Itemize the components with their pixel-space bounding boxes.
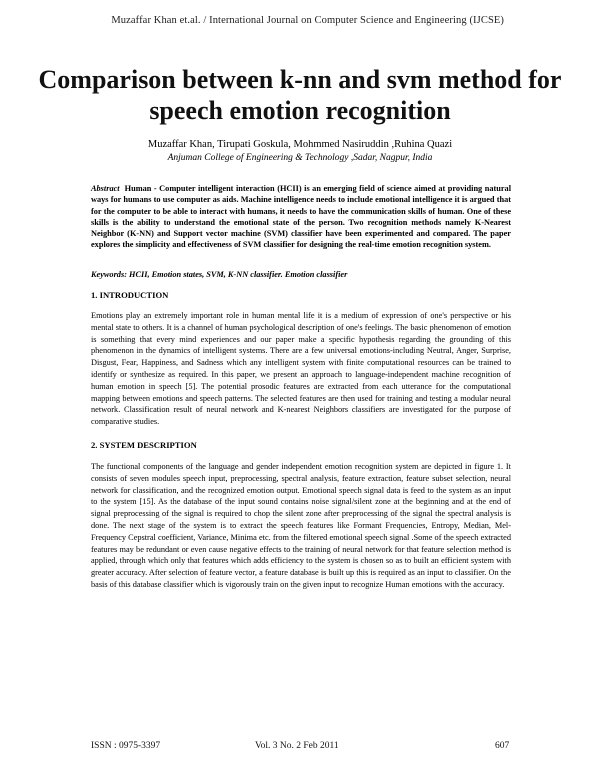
running-header: Muzaffar Khan et.al. / International Journal on Computer Science and Engineering (IJCSE) <box>111 15 504 26</box>
section-heading-introduction: 1. INTRODUCTION <box>91 290 169 300</box>
paper-title: Comparison between k-nn and svm method for speech emotion recognition <box>38 65 562 125</box>
section-body-introduction: Emotions play an extremely important role in human mental life it is a medium of expression of one's perspective or his mental state to others. It is a channel of human psychological description of one's feelings. The basic phenomenon of emotion is something that every mind experiences and our paper make a specific hypothesis regarding the grounding of this phenomenon in the dynamics of intelligent systems. There are a few universal emotions-including Neutral, Anger, Surprise, Disgust, Fear, Happiness, and Sadness which any intelligent system with finite computational resources can be trained to identify or synthesize as required. In this paper, we present an approach to language-independent machine recognition of human emotion in speech [5]. The potential prosodic features are extracted from each utterance for the computational mapping between emotions and speech patterns. The selected features are then used for training and testing a modular neural network. Classification result of neural network and K-nearest Neighbors classifiers are investigated for the purpose of comparative studies. <box>91 311 511 427</box>
abstract-text: Human - Computer intelligent interaction (HCII) is an emerging field of science aimed at providing natural ways for humans to use computer as aids. Machine intelligence needs to include emotional intelligence it is argued that for the computer to be able to interact with humans, it needs to have the communication skills of human. One of these skills is the ability to understand the emotional state of the person. Two recognition methods namely K-Nearest Neighbor (K-NN) and Support vector machine (SVM) classifier have been experimented and compared. The paper explores the simplicity and effectiveness of SVM classifier for designing the real-time emotion recognition system. <box>91 184 512 250</box>
section-body-system-description: The functional components of the language and gender independent emotion recognition system are depicted in figure 1. It consists of seven modules speech input, preprocessing, spectral analysis, feature extraction, feature subset selection, neural network for classification, and the recognized emotion output. Emotional speech signal data is feed to the system as an input to the system [15]. As the database of the input sound contains noise signal/silent zone at the beginning and at the end of signal preprocessing of the signal is required to chop the silent zone after preprocessing of the signal the spectral analysis is done. The next stage of the system is to extract the speech features like Formant Frequencies, Entropy, Median, Mel-Frequency Cepstral coefficient, Variance, Minima etc. from the filtered emotional speech signal .Some of the speech extracted features may be redundant or even cause negative effects to the training of neural network for that feature selection method is applied, through which only that features which adds efficiency to the system is chosen so as to built an efficient system with greater accuracy. After selection of feature vector, a feature database is built up this is required as an input to classifier. On the basis of this database classifier which is vigorously train on the given input to recognize Human emotions with the accuracy. <box>91 462 511 589</box>
affiliation: Anjuman College of Engineering & Technology ,Sadar, Nagpur, India <box>167 153 433 163</box>
footer-issn: ISSN : 0975-3397 <box>91 741 161 751</box>
footer-page-number: 607 <box>495 741 510 751</box>
author-list: Muzaffar Khan, Tirupati Goskula, Mohmmed Nasiruddin ,Ruhina Quazi <box>147 139 453 150</box>
abstract-label: Abstract <box>91 184 120 193</box>
keywords: Keywords: HCII, Emotion states, SVM, K-NN classifier. Emotion classifier <box>91 270 348 279</box>
section-heading-system-description: 2. SYSTEM DESCRIPTION <box>91 440 197 450</box>
footer-volume: Vol. 3 No. 2 Feb 2011 <box>255 741 339 751</box>
abstract <box>91 183 511 251</box>
